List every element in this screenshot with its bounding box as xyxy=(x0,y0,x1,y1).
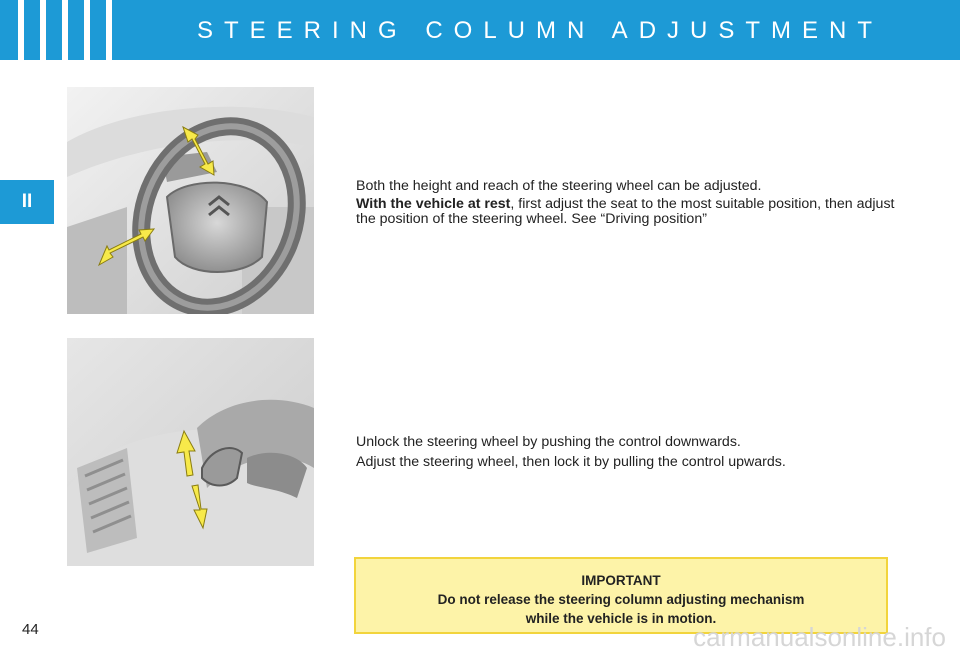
header-stripe xyxy=(62,0,68,60)
important-heading: IMPORTANT xyxy=(581,573,661,588)
page-title: STEERING COLUMN ADJUSTMENT xyxy=(196,17,884,44)
rest-paragraph-text: , first adjust the seat to the most suitable position, then adjust the position of the steering wheel. See “Driving position” xyxy=(356,196,895,227)
steering-wheel-illustration xyxy=(67,87,314,314)
page-number: 44 xyxy=(22,621,39,638)
adjust-paragraph: Adjust the steering wheel, then lock it by pulling the control upwards. xyxy=(356,454,786,470)
intro-paragraph: Both the height and reach of the steering wheel can be adjusted. xyxy=(356,178,762,194)
header-stripe xyxy=(84,0,90,60)
control-lever-illustration xyxy=(67,338,314,566)
important-line-2: while the vehicle is in motion. xyxy=(525,611,717,626)
watermark: carmanualsonline.info xyxy=(693,622,946,652)
rest-paragraph xyxy=(356,197,896,227)
header-bar xyxy=(0,0,960,60)
header-stripe xyxy=(18,0,24,60)
unlock-paragraph: Unlock the steering wheel by pushing the control downwards. xyxy=(356,434,741,450)
header-stripe xyxy=(106,0,112,60)
section-tab: II xyxy=(0,180,54,224)
important-line-1: Do not release the steering column adjusting mechanism xyxy=(437,592,805,607)
header-stripe xyxy=(40,0,46,60)
rest-paragraph-bold: With the vehicle at rest xyxy=(356,196,511,212)
